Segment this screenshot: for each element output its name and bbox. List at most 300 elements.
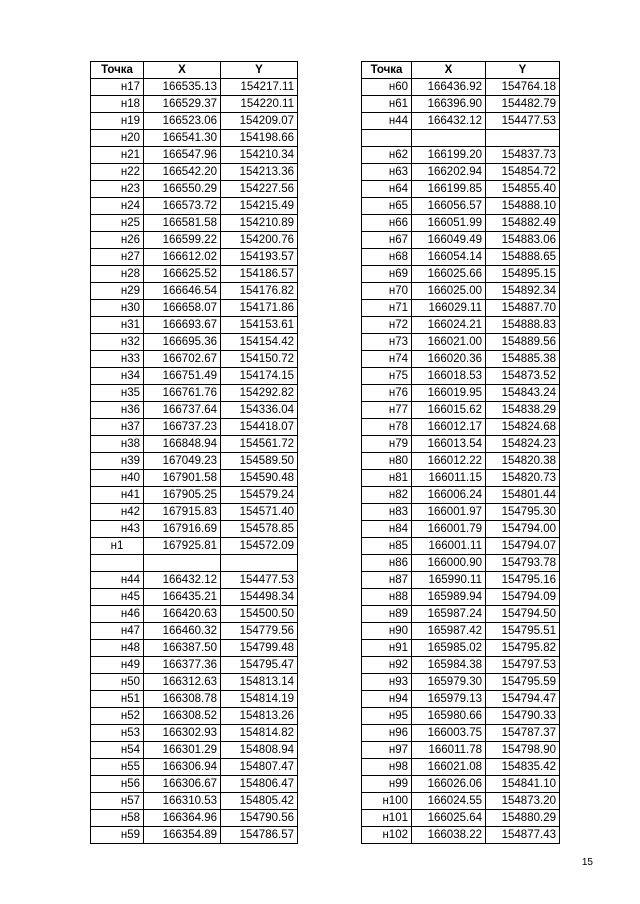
point-cell: н98: [362, 759, 412, 776]
point-cell: [91, 555, 144, 572]
y-cell: 154799.48: [221, 640, 298, 657]
point-cell: н17: [91, 79, 144, 96]
x-cell: 166312.63: [144, 674, 221, 691]
point-cell: н59: [91, 827, 144, 844]
y-cell: 154820.38: [486, 453, 560, 470]
point-cell: н56: [91, 776, 144, 793]
x-cell: 166024.21: [412, 317, 486, 334]
y-cell: 154477.53: [221, 572, 298, 589]
coordinates-table-left: [90, 61, 298, 844]
table-row: [362, 623, 560, 640]
x-cell: 166001.79: [412, 521, 486, 538]
table-row: [91, 538, 298, 555]
y-cell: 154482.79: [486, 96, 560, 113]
table-row: [91, 725, 298, 742]
point-cell: н37: [91, 419, 144, 436]
point-cell: н84: [362, 521, 412, 538]
table-row: [91, 96, 298, 113]
y-cell: [486, 130, 560, 147]
point-cell: н42: [91, 504, 144, 521]
x-cell: 166432.12: [144, 572, 221, 589]
x-cell: 166377.36: [144, 657, 221, 674]
point-cell: н68: [362, 249, 412, 266]
x-cell: 166535.13: [144, 79, 221, 96]
x-cell: 166693.67: [144, 317, 221, 334]
table-row: [362, 368, 560, 385]
table-row: [362, 555, 560, 572]
x-cell: 166737.23: [144, 419, 221, 436]
x-cell: 165979.13: [412, 691, 486, 708]
x-cell: 166308.78: [144, 691, 221, 708]
table-row: [91, 776, 298, 793]
table-row: [91, 147, 298, 164]
x-cell: 166542.20: [144, 164, 221, 181]
y-cell: 154820.73: [486, 470, 560, 487]
x-cell: 166012.22: [412, 453, 486, 470]
x-cell: 166051.99: [412, 215, 486, 232]
x-cell: 166029.11: [412, 300, 486, 317]
point-cell: н30: [91, 300, 144, 317]
point-cell: н21: [91, 147, 144, 164]
point-cell: н47: [91, 623, 144, 640]
point-cell: н95: [362, 708, 412, 725]
x-cell: 166024.55: [412, 793, 486, 810]
x-cell: 166695.36: [144, 334, 221, 351]
header-x: X: [412, 62, 486, 79]
point-cell: н86: [362, 555, 412, 572]
point-cell: н53: [91, 725, 144, 742]
x-cell: 167915.83: [144, 504, 221, 521]
y-cell: 154477.53: [486, 113, 560, 130]
table-row: [362, 776, 560, 793]
table-row: [91, 283, 298, 300]
x-cell: 166015.62: [412, 402, 486, 419]
table-row: [91, 368, 298, 385]
x-cell: 166529.37: [144, 96, 221, 113]
x-cell: 166737.64: [144, 402, 221, 419]
y-cell: 154764.18: [486, 79, 560, 96]
point-cell: н51: [91, 691, 144, 708]
point-cell: н78: [362, 419, 412, 436]
y-cell: 154854.72: [486, 164, 560, 181]
x-cell: 166460.32: [144, 623, 221, 640]
y-cell: 154814.82: [221, 725, 298, 742]
table-row: [362, 249, 560, 266]
table-row: [91, 555, 298, 572]
y-cell: [221, 555, 298, 572]
y-cell: 154418.07: [221, 419, 298, 436]
x-cell: 166025.66: [412, 266, 486, 283]
y-cell: 154336.04: [221, 402, 298, 419]
point-cell: н26: [91, 232, 144, 249]
table-row: [362, 453, 560, 470]
table-row: [362, 198, 560, 215]
y-cell: 154794.50: [486, 606, 560, 623]
x-cell: 166025.64: [412, 810, 486, 827]
x-cell: 166018.53: [412, 368, 486, 385]
y-cell: 154790.33: [486, 708, 560, 725]
point-cell: н57: [91, 793, 144, 810]
x-cell: 166020.36: [412, 351, 486, 368]
point-cell: н79: [362, 436, 412, 453]
y-cell: 154885.38: [486, 351, 560, 368]
table-row: [91, 317, 298, 334]
y-cell: 154877.43: [486, 827, 560, 844]
point-cell: н24: [91, 198, 144, 215]
y-cell: 154882.49: [486, 215, 560, 232]
y-cell: 154794.00: [486, 521, 560, 538]
y-cell: 154572.09: [221, 538, 298, 555]
x-cell: 166310.53: [144, 793, 221, 810]
y-cell: 154795.47: [221, 657, 298, 674]
point-cell: н73: [362, 334, 412, 351]
y-cell: 154571.40: [221, 504, 298, 521]
x-cell: 166003.75: [412, 725, 486, 742]
table-row: [362, 521, 560, 538]
point-cell: н39: [91, 453, 144, 470]
y-cell: 154186.57: [221, 266, 298, 283]
point-cell: н82: [362, 487, 412, 504]
point-cell: н70: [362, 283, 412, 300]
y-cell: 154154.42: [221, 334, 298, 351]
x-cell: 166550.29: [144, 181, 221, 198]
y-cell: 154561.72: [221, 436, 298, 453]
table-row: [362, 827, 560, 844]
point-cell: н19: [91, 113, 144, 130]
y-cell: 154210.34: [221, 147, 298, 164]
y-cell: 154883.06: [486, 232, 560, 249]
y-cell: 154841.10: [486, 776, 560, 793]
table-row: [362, 402, 560, 419]
table-row: [91, 215, 298, 232]
header-point: Точка: [362, 62, 412, 79]
x-cell: 166013.54: [412, 436, 486, 453]
point-cell: н77: [362, 402, 412, 419]
x-cell: 167916.69: [144, 521, 221, 538]
point-cell: н28: [91, 266, 144, 283]
table-row: [362, 181, 560, 198]
point-cell: н27: [91, 249, 144, 266]
point-cell: н91: [362, 640, 412, 657]
x-cell: 165984.38: [412, 657, 486, 674]
x-cell: 166199.20: [412, 147, 486, 164]
table-row: [362, 742, 560, 759]
point-cell: н43: [91, 521, 144, 538]
y-cell: 154794.47: [486, 691, 560, 708]
point-cell: н89: [362, 606, 412, 623]
x-cell: 166049.49: [412, 232, 486, 249]
table-row: [91, 436, 298, 453]
x-cell: 167925.81: [144, 538, 221, 555]
x-cell: 165985.02: [412, 640, 486, 657]
point-cell: н50: [91, 674, 144, 691]
x-cell: 166420.63: [144, 606, 221, 623]
header-y: Y: [486, 62, 560, 79]
x-cell: [144, 555, 221, 572]
point-cell: н97: [362, 742, 412, 759]
table-row: [91, 79, 298, 96]
point-cell: н80: [362, 453, 412, 470]
table-row: [362, 300, 560, 317]
y-cell: 154888.65: [486, 249, 560, 266]
table-row: [91, 164, 298, 181]
x-cell: 166199.85: [412, 181, 486, 198]
point-cell: н83: [362, 504, 412, 521]
x-cell: 166702.67: [144, 351, 221, 368]
y-cell: 154790.56: [221, 810, 298, 827]
point-cell: [362, 130, 412, 147]
point-cell: н71: [362, 300, 412, 317]
y-cell: 154589.50: [221, 453, 298, 470]
y-cell: 154209.07: [221, 113, 298, 130]
x-cell: 166025.00: [412, 283, 486, 300]
table-row: [91, 419, 298, 436]
point-cell: н81: [362, 470, 412, 487]
y-cell: 154200.76: [221, 232, 298, 249]
header-x: X: [144, 62, 221, 79]
x-cell: 166054.14: [412, 249, 486, 266]
y-cell: 154498.34: [221, 589, 298, 606]
table-row: [91, 623, 298, 640]
x-cell: 167049.23: [144, 453, 221, 470]
point-cell: н41: [91, 487, 144, 504]
table-row: [91, 521, 298, 538]
table-row: [362, 674, 560, 691]
y-cell: 154150.72: [221, 351, 298, 368]
table-row: [362, 589, 560, 606]
table-row: [91, 657, 298, 674]
point-cell: н55: [91, 759, 144, 776]
point-cell: н88: [362, 589, 412, 606]
table-body-right: [362, 79, 560, 844]
x-cell: 166012.17: [412, 419, 486, 436]
x-cell: 166306.94: [144, 759, 221, 776]
x-cell: 166202.94: [412, 164, 486, 181]
table-row: [91, 470, 298, 487]
x-cell: 166301.29: [144, 742, 221, 759]
point-cell: н93: [362, 674, 412, 691]
y-cell: 154786.57: [221, 827, 298, 844]
point-cell: н44: [91, 572, 144, 589]
y-cell: 154795.82: [486, 640, 560, 657]
x-cell: 166625.52: [144, 266, 221, 283]
table-row: [362, 725, 560, 742]
y-cell: 154889.56: [486, 334, 560, 351]
point-cell: н65: [362, 198, 412, 215]
y-cell: 154795.30: [486, 504, 560, 521]
table-row: [362, 232, 560, 249]
point-cell: н22: [91, 164, 144, 181]
table-row: [91, 572, 298, 589]
table-row: [91, 198, 298, 215]
table-row: [362, 351, 560, 368]
table-row: [91, 232, 298, 249]
table-row: [362, 147, 560, 164]
table-row: [362, 334, 560, 351]
x-cell: 166354.89: [144, 827, 221, 844]
x-cell: 166612.02: [144, 249, 221, 266]
y-cell: 154795.51: [486, 623, 560, 640]
point-cell: н63: [362, 164, 412, 181]
y-cell: 154797.53: [486, 657, 560, 674]
point-cell: н1: [91, 538, 144, 555]
point-cell: н25: [91, 215, 144, 232]
y-cell: 154835.42: [486, 759, 560, 776]
x-cell: 166387.50: [144, 640, 221, 657]
y-cell: 154590.48: [221, 470, 298, 487]
x-cell: 166751.49: [144, 368, 221, 385]
x-cell: 166011.78: [412, 742, 486, 759]
table-row: [91, 130, 298, 147]
y-cell: 154171.86: [221, 300, 298, 317]
y-cell: 154213.36: [221, 164, 298, 181]
point-cell: н64: [362, 181, 412, 198]
x-cell: 166026.06: [412, 776, 486, 793]
x-cell: 165987.42: [412, 623, 486, 640]
point-cell: н69: [362, 266, 412, 283]
y-cell: 154805.42: [221, 793, 298, 810]
y-cell: 154813.26: [221, 708, 298, 725]
x-cell: 166001.97: [412, 504, 486, 521]
table-row: [91, 691, 298, 708]
table-row: [362, 538, 560, 555]
point-cell: н23: [91, 181, 144, 198]
point-cell: н60: [362, 79, 412, 96]
x-cell: 166599.22: [144, 232, 221, 249]
y-cell: 154843.24: [486, 385, 560, 402]
point-cell: н102: [362, 827, 412, 844]
table-row: [362, 317, 560, 334]
y-cell: 154795.16: [486, 572, 560, 589]
x-cell: 166001.11: [412, 538, 486, 555]
table-row: [91, 674, 298, 691]
point-cell: н48: [91, 640, 144, 657]
table-row: [362, 130, 560, 147]
y-cell: 154855.40: [486, 181, 560, 198]
point-cell: н40: [91, 470, 144, 487]
x-cell: 166646.54: [144, 283, 221, 300]
y-cell: 154217.11: [221, 79, 298, 96]
y-cell: 154838.29: [486, 402, 560, 419]
y-cell: 154220.11: [221, 96, 298, 113]
x-cell: 165989.94: [412, 589, 486, 606]
point-cell: н85: [362, 538, 412, 555]
x-cell: 166541.30: [144, 130, 221, 147]
table-row: [91, 351, 298, 368]
table-body-left: [91, 79, 298, 844]
table-row: [362, 79, 560, 96]
x-cell: 166573.72: [144, 198, 221, 215]
table-row: [91, 113, 298, 130]
x-cell: 166056.57: [412, 198, 486, 215]
x-cell: 166547.96: [144, 147, 221, 164]
point-cell: н101: [362, 810, 412, 827]
x-cell: 165987.24: [412, 606, 486, 623]
table-row: [91, 589, 298, 606]
table-header-row: [91, 62, 298, 79]
y-cell: 154888.10: [486, 198, 560, 215]
point-cell: н72: [362, 317, 412, 334]
x-cell: 166523.06: [144, 113, 221, 130]
x-cell: 167905.25: [144, 487, 221, 504]
table-row: [91, 300, 298, 317]
table-row: [91, 606, 298, 623]
point-cell: н29: [91, 283, 144, 300]
table-row: [362, 640, 560, 657]
y-cell: 154814.19: [221, 691, 298, 708]
y-cell: 154215.49: [221, 198, 298, 215]
point-cell: н45: [91, 589, 144, 606]
y-cell: 154198.66: [221, 130, 298, 147]
table-row: [362, 283, 560, 300]
x-cell: 166006.24: [412, 487, 486, 504]
table-row: [91, 487, 298, 504]
x-cell: 166761.76: [144, 385, 221, 402]
table-row: [91, 504, 298, 521]
x-cell: 166021.00: [412, 334, 486, 351]
table-row: [362, 810, 560, 827]
point-cell: н20: [91, 130, 144, 147]
point-cell: н52: [91, 708, 144, 725]
y-cell: 154892.34: [486, 283, 560, 300]
table-row: [362, 487, 560, 504]
x-cell: 166436.92: [412, 79, 486, 96]
table-row: [91, 334, 298, 351]
table-row: [362, 215, 560, 232]
table-row: [91, 266, 298, 283]
x-cell: 166000.90: [412, 555, 486, 572]
x-cell: 166302.93: [144, 725, 221, 742]
y-cell: 154210.89: [221, 215, 298, 232]
point-cell: н61: [362, 96, 412, 113]
point-cell: н94: [362, 691, 412, 708]
y-cell: 154895.15: [486, 266, 560, 283]
x-cell: 166021.08: [412, 759, 486, 776]
table-row: [91, 759, 298, 776]
y-cell: 154880.29: [486, 810, 560, 827]
table-row: [91, 640, 298, 657]
y-cell: 154837.73: [486, 147, 560, 164]
point-cell: н54: [91, 742, 144, 759]
table-row: [362, 164, 560, 181]
x-cell: 166364.96: [144, 810, 221, 827]
coordinates-table-right: [361, 61, 560, 844]
table-row: [362, 470, 560, 487]
point-cell: н75: [362, 368, 412, 385]
point-cell: н99: [362, 776, 412, 793]
table-row: [91, 708, 298, 725]
x-cell: 167901.58: [144, 470, 221, 487]
y-cell: 154193.57: [221, 249, 298, 266]
y-cell: 154174.15: [221, 368, 298, 385]
x-cell: [412, 130, 486, 147]
point-cell: н90: [362, 623, 412, 640]
y-cell: 154176.82: [221, 283, 298, 300]
y-cell: 154292.82: [221, 385, 298, 402]
x-cell: 166435.21: [144, 589, 221, 606]
table-row: [362, 793, 560, 810]
y-cell: 154794.09: [486, 589, 560, 606]
y-cell: 154808.94: [221, 742, 298, 759]
y-cell: 154873.20: [486, 793, 560, 810]
point-cell: н76: [362, 385, 412, 402]
y-cell: 154813.14: [221, 674, 298, 691]
table-row: [362, 657, 560, 674]
point-cell: н62: [362, 147, 412, 164]
table-row: [362, 606, 560, 623]
y-cell: 154153.61: [221, 317, 298, 334]
point-cell: н32: [91, 334, 144, 351]
